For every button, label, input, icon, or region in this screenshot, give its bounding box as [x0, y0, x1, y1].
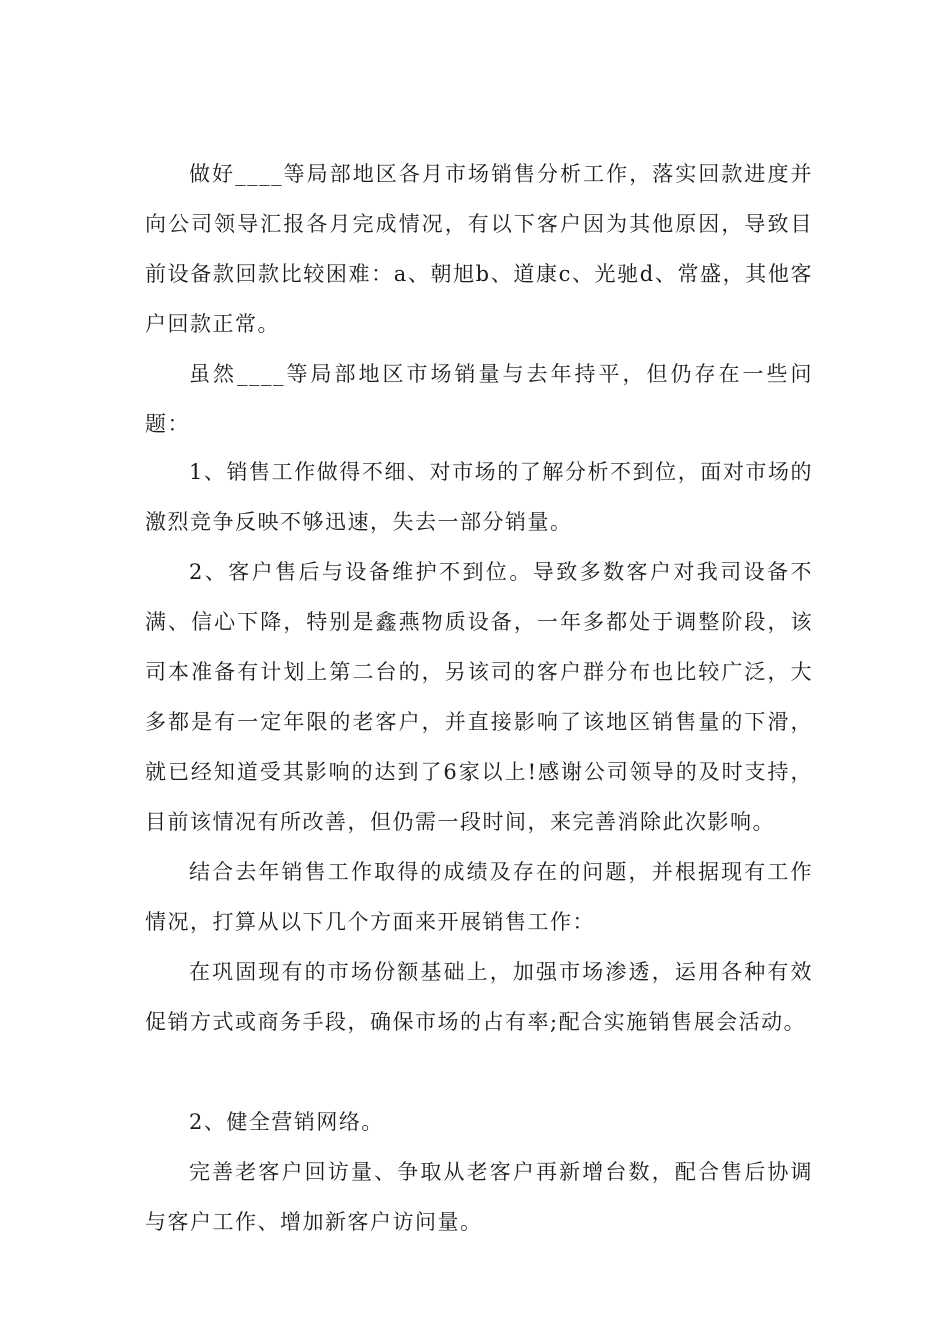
paragraph-plan-intro: 结合去年销售工作取得的成绩及存在的问题，并根据现有工作情况，打算从以下几个方面来开展销售工作：: [145, 860, 813, 934]
paragraph-issue-2: 2、客户售后与设备维护不到位。导致多数客户对我司设备不满、信心下降，特别是鑫燕物质设备，一年多都处于调整阶段，该司本准备有计划上第二台的，另该司的客户群分布也比较广泛，大多都是有一定年限的老客户，并直接影响了该地区销售量的下滑，就已经知道受其影响的达到了6家以上!感谢公司领导的及时支持，目前该情况有所改善，但仍需一段时间，来完善消除此次影响。: [145, 560, 813, 834]
paragraph-customer-followup: 完善老客户回访量、争取从老客户再新增台数，配合售后协调与客户工作、增加新客户访问量。: [145, 1160, 813, 1234]
paragraph-network-heading: 2、健全营销网络。: [189, 1110, 384, 1134]
paragraph-sales-issues-intro: 虽然____等局部地区市场销量与去年持平，但仍存在一些问题：: [145, 362, 813, 436]
paragraph-market-penetration: 在巩固现有的市场份额基础上，加强市场渗透，运用各种有效促销方式或商务手段，确保市场的占有率;配合实施销售展会活动。: [145, 960, 813, 1034]
paragraph-payment-analysis: 做好____等局部地区各月市场销售分析工作，落实回款进度并向公司领导汇报各月完成情况，有以下客户因为其他原因，导致目前设备款回款比较困难：a、朝旭b、道康c、光驰d、常盛，其他客户回款正常。: [145, 162, 813, 336]
paragraph-issue-1: 1、销售工作做得不细、对市场的了解分析不到位，面对市场的激烈竞争反映不够迅速，失去一部分销量。: [145, 460, 813, 534]
